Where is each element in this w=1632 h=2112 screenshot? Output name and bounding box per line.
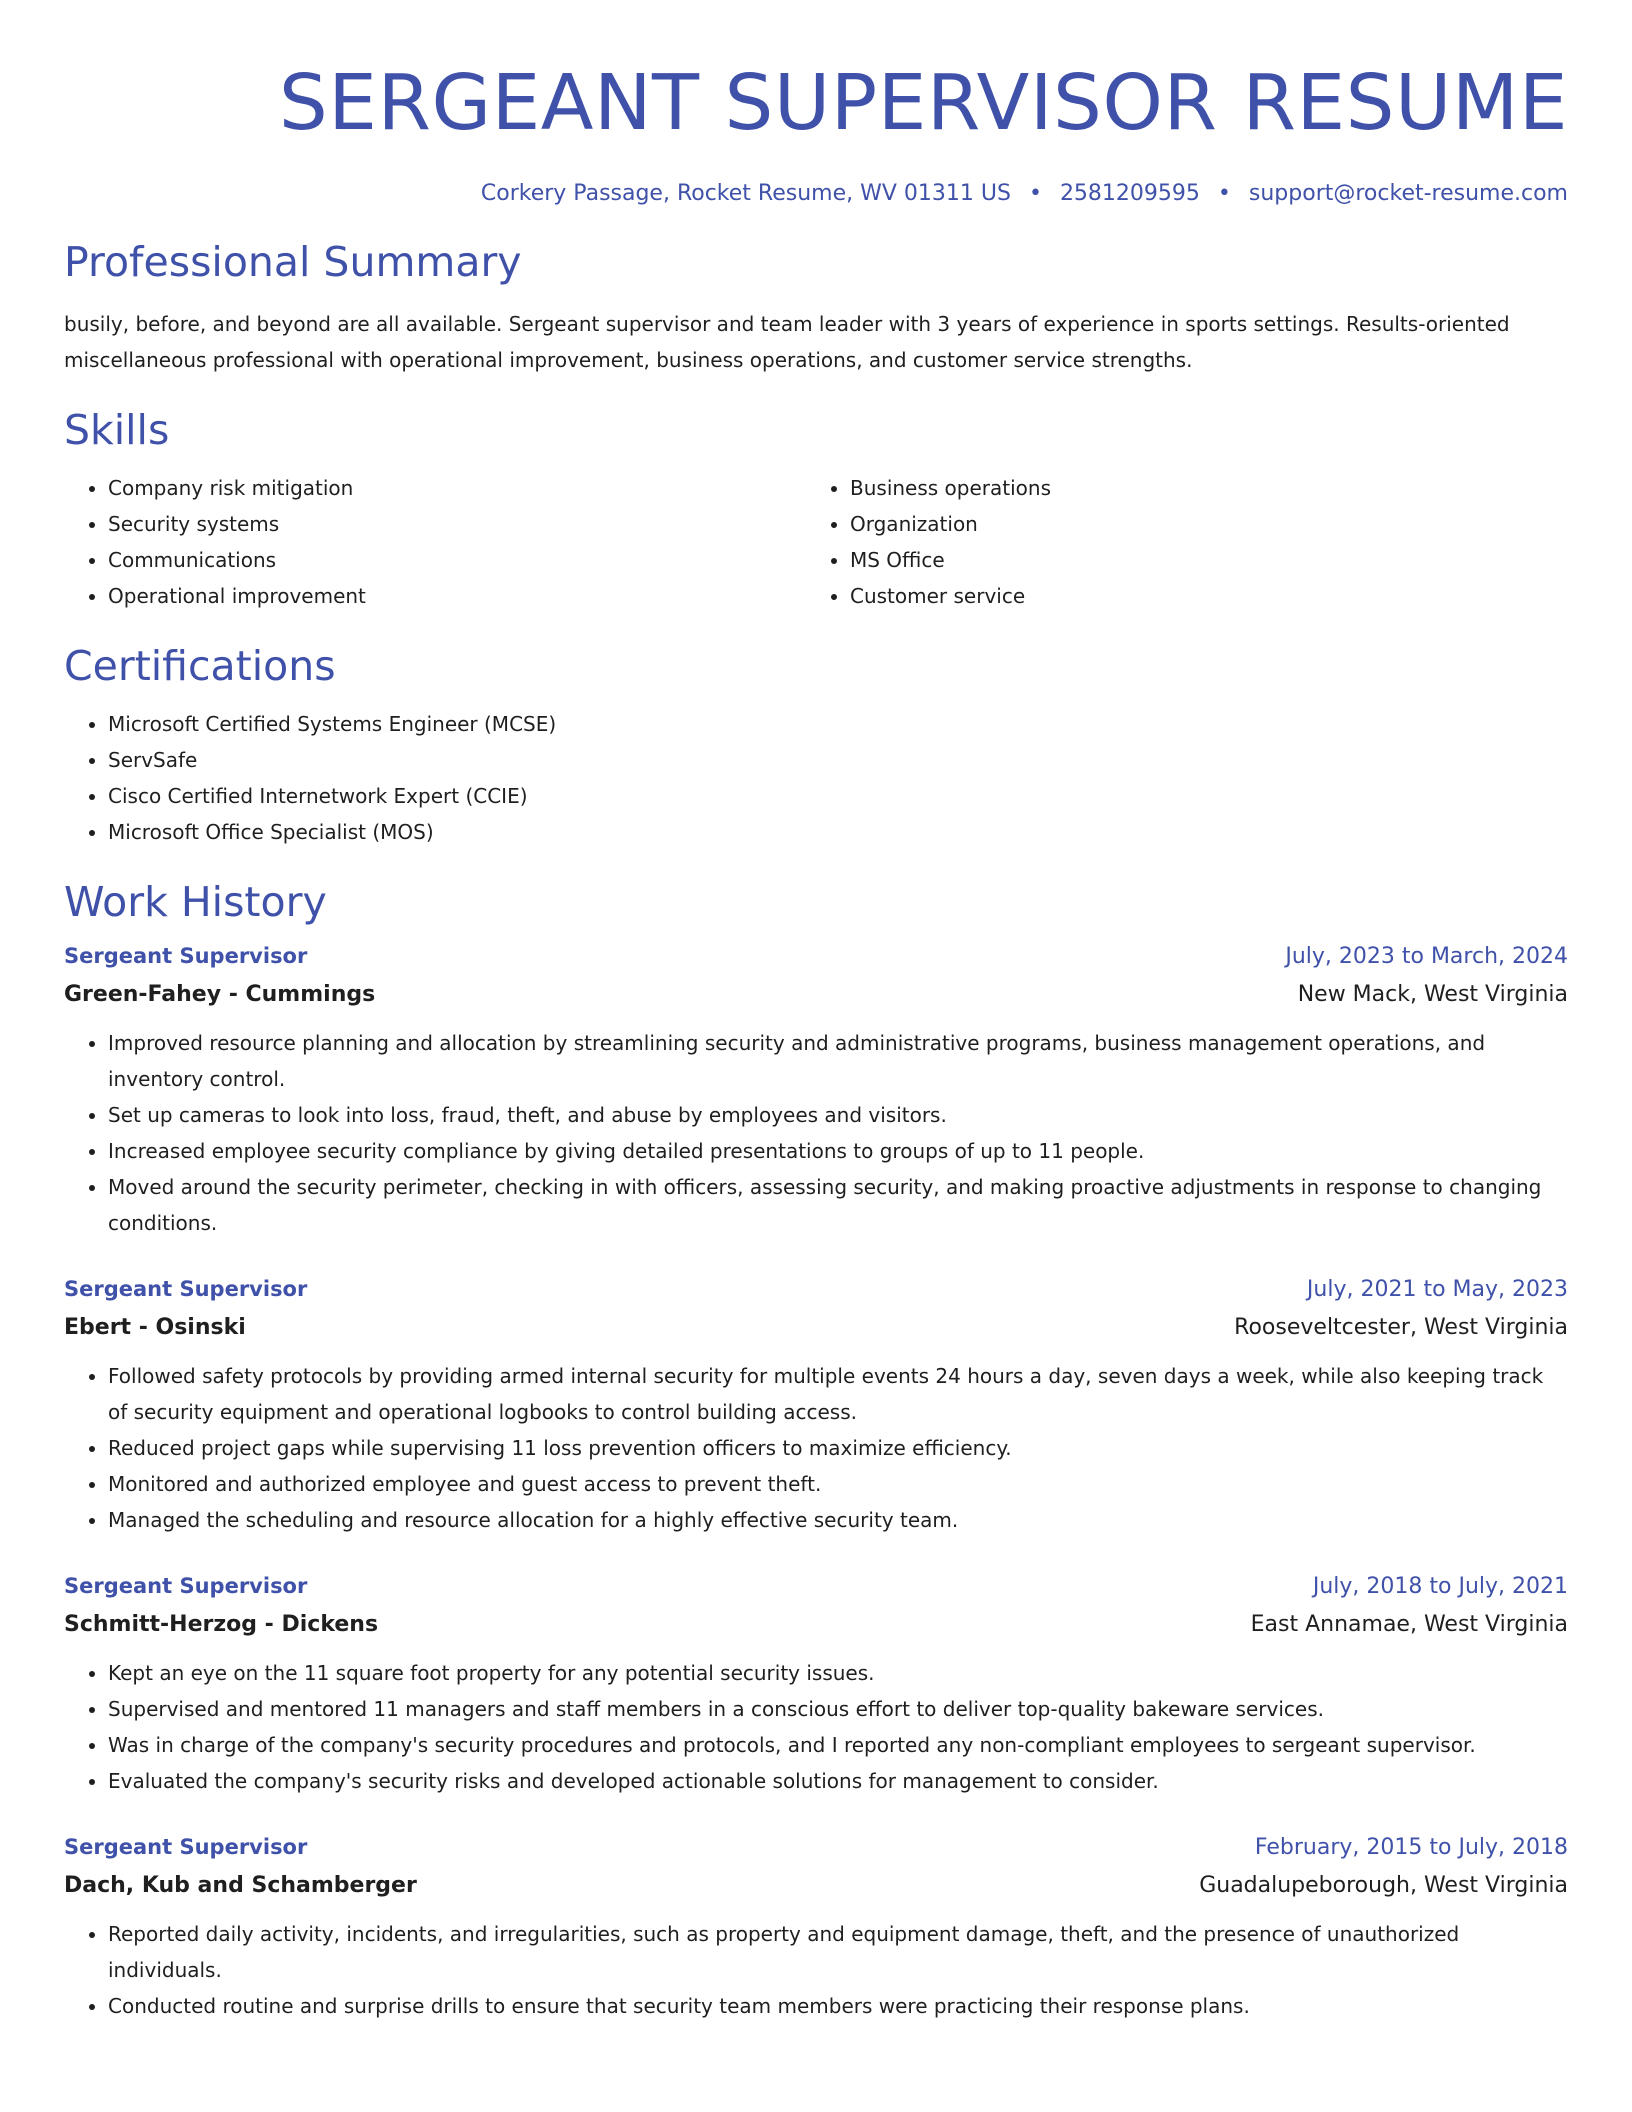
resume-title: SERGEANT SUPERVISOR RESUME	[278, 59, 1568, 148]
contact-separator: •	[1217, 181, 1231, 206]
skills-column-left	[64, 470, 806, 614]
professional-summary-section	[64, 236, 1568, 378]
job-dates: July, 2021 to May, 2023	[1306, 1277, 1568, 1302]
job-bullet: • Conducted routine and surprise drills to ensure that security team members were practicing their response plans.	[108, 1988, 1568, 2024]
certifications-section	[64, 640, 1568, 850]
job-company-row	[64, 975, 1568, 1015]
skills-column-right	[806, 470, 1548, 614]
job-bullets	[64, 1916, 1568, 2024]
job-company: Green-Fahey - Cummings	[64, 982, 376, 1007]
skill-item: • Operational improvement	[108, 578, 806, 614]
job-bullet: • Reduced project gaps while supervising 11 loss prevention officers to maximize efficiency.	[108, 1430, 1568, 1466]
certification-item: • Cisco Certified Internetwork Expert (CCIE)	[108, 778, 1568, 814]
job-bullet: • Set up cameras to look into loss, fraud, theft, and abuse by employees and visitors.	[108, 1097, 1568, 1133]
job-dates: July, 2018 to July, 2021	[1312, 1574, 1568, 1599]
job-dates: July, 2023 to March, 2024	[1285, 944, 1568, 969]
certification-item: • Microsoft Office Specialist (MOS)	[108, 814, 1568, 850]
job-dates: February, 2015 to July, 2018	[1254, 1835, 1568, 1860]
job-bullet: • Increased employee security compliance by giving detailed presentations to groups of up to 11 people.	[108, 1133, 1568, 1169]
job-bullet: • Monitored and authorized employee and guest access to prevent theft.	[108, 1466, 1568, 1502]
job-title: Sergeant Supervisor	[64, 1835, 308, 1859]
job-title: Sergeant Supervisor	[64, 1277, 308, 1301]
certifications-list	[64, 706, 1568, 850]
section-heading-summary: Professional Summary	[64, 238, 522, 286]
job-company-row	[64, 1866, 1568, 1906]
job-bullet: • Kept an eye on the 11 square foot property for any potential security issues.	[108, 1655, 1568, 1691]
job-location: New Mack, West Virginia	[1297, 982, 1568, 1007]
job-company: Ebert - Osinski	[64, 1315, 246, 1340]
job-company: Schmitt-Herzog - Dickens	[64, 1612, 379, 1637]
skill-item: • Communications	[108, 542, 806, 578]
contact-phone: 2581209595	[1059, 181, 1200, 206]
job-bullet: • Moved around the security perimeter, checking in with officers, assessing security, and making proactive adjustments in response to changing conditions.	[108, 1169, 1568, 1241]
section-heading-work-history: Work History	[64, 878, 327, 926]
job-company: Dach, Kub and Schamberger	[64, 1873, 417, 1898]
job-bullets	[64, 1655, 1568, 1799]
job-title-row	[64, 1568, 1568, 1605]
summary-text: busily, before, and beyond are all available. Sergeant supervisor and team leader with 3 years of experience in sports settings. Results-oriented miscellaneous professional with operational improvement, business operations, and customer service strengths.	[64, 312, 1510, 372]
job-bullet: • Was in charge of the company's security procedures and protocols, and I reported any non-compliant employees to sergeant supervisor.	[108, 1727, 1568, 1763]
section-heading-certifications: Certifications	[64, 642, 336, 690]
job-bullet: • Supervised and mentored 11 managers and staff members in a conscious effort to deliver top-quality bakeware services.	[108, 1691, 1568, 1727]
work-history-section	[64, 876, 1568, 2024]
contact-address: Corkery Passage, Rocket Resume, WV 01311 US	[480, 181, 1011, 206]
job-location: Rooseveltcester, West Virginia	[1234, 1315, 1568, 1340]
skill-item: • Organization	[850, 506, 1548, 542]
job-bullet: • Followed safety protocols by providing armed internal security for multiple events 24 hours a day, seven days a week, while also keeping track of security equipment and operational logbooks to control building access.	[108, 1358, 1568, 1430]
certification-item: • Microsoft Certified Systems Engineer (MCSE)	[108, 706, 1568, 742]
job-company-row	[64, 1308, 1568, 1348]
job-company-row	[64, 1605, 1568, 1645]
job-entry	[64, 938, 1568, 1241]
skills-section	[64, 404, 1568, 614]
job-bullets	[64, 1358, 1568, 1538]
job-location: Guadalupeborough, West Virginia	[1199, 1873, 1568, 1898]
job-entry	[64, 1568, 1568, 1799]
skills-list-left	[64, 470, 806, 614]
job-bullet: • Evaluated the company's security risks and developed actionable solutions for management to consider.	[108, 1763, 1568, 1799]
job-title-row	[64, 938, 1568, 975]
skill-item: • Business operations	[850, 470, 1548, 506]
skill-item: • MS Office	[850, 542, 1548, 578]
job-title: Sergeant Supervisor	[64, 1574, 308, 1598]
certification-item: • ServSafe	[108, 742, 1568, 778]
skill-item: • Company risk mitigation	[108, 470, 806, 506]
contact-line	[64, 180, 1568, 208]
job-bullets	[64, 1025, 1568, 1241]
job-title-row	[64, 1271, 1568, 1308]
contact-separator: •	[1028, 181, 1042, 206]
skills-list-right	[806, 470, 1548, 614]
job-location: East Annamae, West Virginia	[1250, 1612, 1568, 1637]
job-title-row	[64, 1829, 1568, 1866]
skill-item: • Customer service	[850, 578, 1548, 614]
skills-columns	[64, 470, 1568, 614]
job-bullet: • Reported daily activity, incidents, and irregularities, such as property and equipment damage, theft, and the presence of unauthorized individuals.	[108, 1916, 1568, 1988]
contact-email[interactable]: support@rocket-resume.com	[1248, 181, 1568, 206]
section-heading-skills: Skills	[64, 406, 170, 454]
job-title: Sergeant Supervisor	[64, 944, 308, 968]
job-entry	[64, 1829, 1568, 2024]
job-entry	[64, 1271, 1568, 1538]
job-bullet: • Improved resource planning and allocation by streamlining security and administrative programs, business management operations, and inventory control.	[108, 1025, 1568, 1097]
skill-item: • Security systems	[108, 506, 806, 542]
job-bullet: • Managed the scheduling and resource allocation for a highly effective security team.	[108, 1502, 1568, 1538]
